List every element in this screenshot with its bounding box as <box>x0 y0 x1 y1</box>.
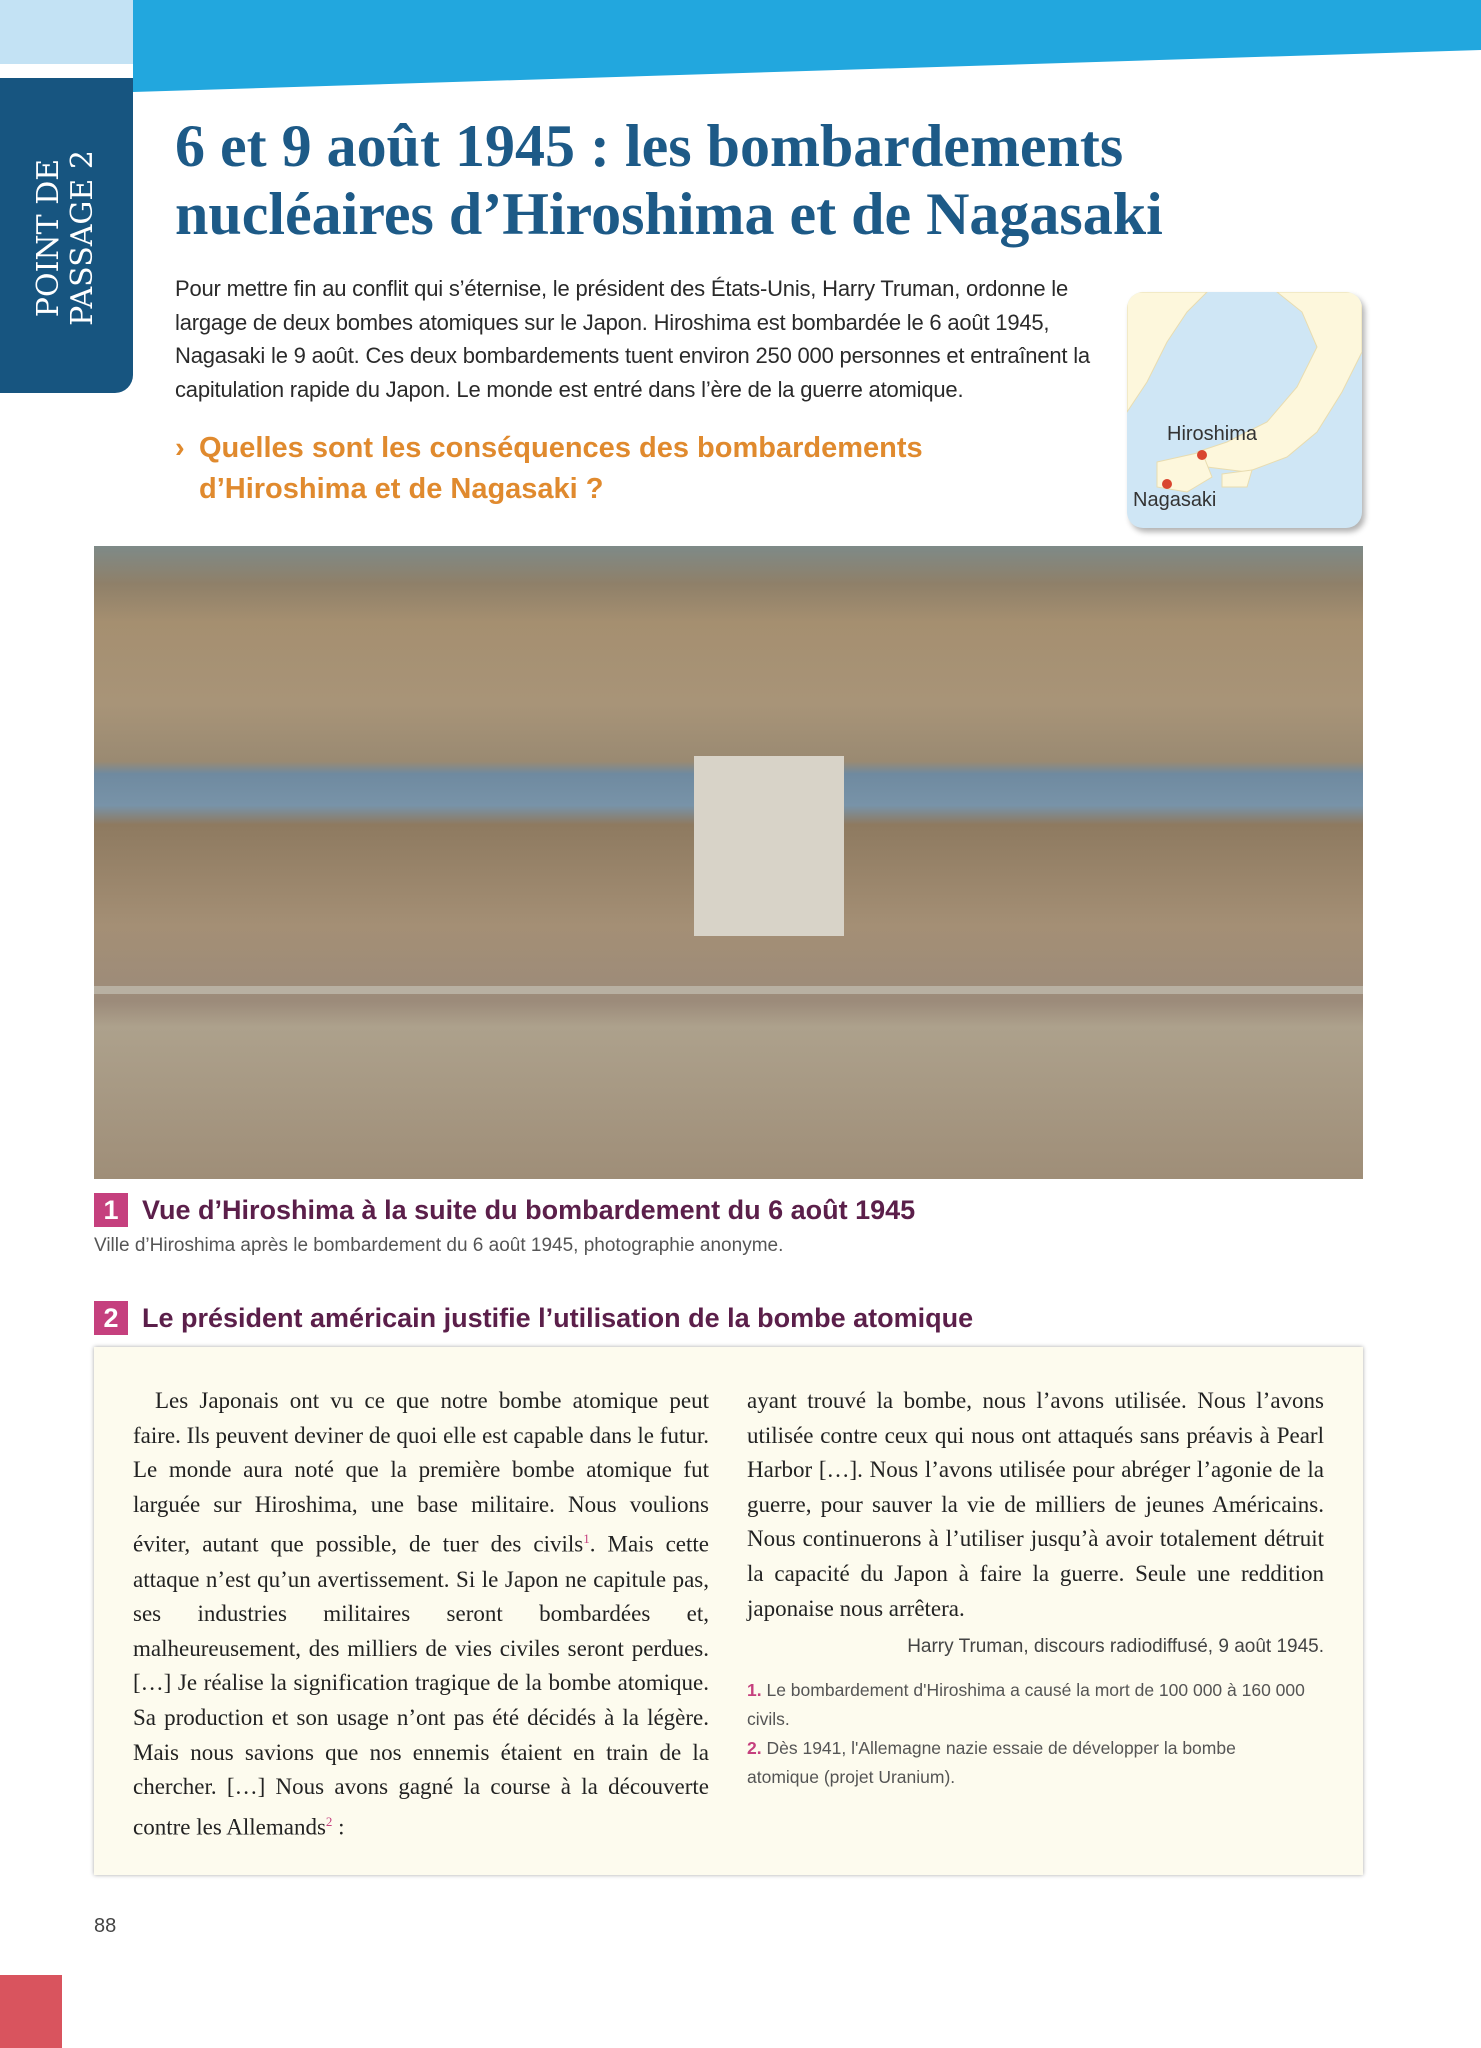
map-label-nagasaki: Nagasaki <box>1133 489 1217 511</box>
quote-right-column: ayant trouvé la bombe, nous l’avons utilisée. Nous l’avons utilisée contre ceux qui nous ont attaqués sans préavis à Pearl Harbor […]. Nous l’avons utilisée pour abréger l’agonie de la guerre, pour sauver la vie de milliers de jeunes Américains. Nous continuerons à l’utiliser jusqu’à avoir totalement détruit la capacité du Japon à faire la guerre. Seule une reddition japonaise nous arrêtera. <box>747 1388 1324 1621</box>
footnote-ref-1: 1 <box>583 1531 590 1547</box>
footnote: 1. Le bombardement d'Hiroshima a causé la mort de 100 000 à 160 000 civils. <box>747 1680 1305 1730</box>
doc2-title-text: Le président américain justifie l’utilisation de la bombe atomique <box>142 1302 974 1333</box>
road <box>94 986 1363 994</box>
doc-number-badge: 1 <box>94 1193 128 1227</box>
footnotes <box>747 1676 1307 1792</box>
doc2-title <box>94 1301 1363 1335</box>
quote-left-column: Les Japonais ont vu ce que notre bombe atomique peut faire. Ils peuvent deviner de quoi elle est capable dans le futur. Le monde aura noté que la première bombe atomique fut larguée sur Hiroshima, une base militaire. Nous voulions éviter, autant que possible, de tuer des civils$^1$. Mais cette attaque n’est qu’un avertissement. Si le Japon ne capitule pas, ses industries militaires seront bombardées et, malheureusement, des milliers de vies civiles seront perdues. […] Je réalise la signification tragique de la bombe atomique. Sa production et son usage n’ont pas été décidés à la légère. Mais nous savions que nos ennemis étaient en train de la chercher. […] Nous avons gagné la course à la découverte contre les Allemands$^2$ : <box>133 1388 710 1840</box>
doc1-title <box>94 1193 1363 1227</box>
tab-line2: PASSAGE 2 <box>65 150 100 326</box>
section-tab-label <box>32 150 100 326</box>
intro-section <box>94 112 1363 510</box>
header-corner <box>0 0 133 64</box>
question-text: Quelles sont les conséquences des bombardements d’Hiroshima et de Nagasaki ? <box>199 432 923 505</box>
page-number: 88 <box>94 1915 117 1938</box>
page-corner-marker <box>0 1975 62 2048</box>
tab-line1: POINT DE <box>31 158 66 318</box>
page-title: 6 et 9 août 1945 : les bombardements nucléaires d’Hiroshima et de Nagasaki <box>175 113 1163 247</box>
intro-text: Pour mettre fin au conflit qui s’éternise, le président des États-Unis, Harry Truman, ordonne le largage de deux bombes atomiques sur le Japon. Hiroshima est bombardée le 6 août 1945, Nagasaki le 9 août. Ces deux bombardements tuent environ 250 000 personnes et entraînent la capitulation rapide du Japon. Le monde est entré dans l’ère de la guerre atomique. <box>175 276 1090 402</box>
doc-number-badge: 2 <box>94 1301 128 1335</box>
map-label-hiroshima: Hiroshima <box>1167 423 1258 445</box>
quote-right-area <box>747 1384 1324 1845</box>
ruined-building <box>694 756 844 936</box>
page-content <box>94 112 1363 1938</box>
header-band <box>133 0 1481 92</box>
doc1-title-text: Vue d’Hiroshima à la suite du bombardement du 6 août 1945 <box>142 1194 916 1225</box>
doc1-caption: Ville d’Hiroshima après le bombardement du 6 août 1945, photographie anonyme. <box>94 1235 784 1256</box>
footnote: 2. Dès 1941, l'Allemagne nazie essaie de développer la bombe atomique (projet Uranium). <box>747 1738 1236 1788</box>
chevron-right-icon: › <box>175 432 185 464</box>
quote-box <box>94 1347 1363 1875</box>
key-question <box>175 428 1035 510</box>
quote-source: Harry Truman, discours radiodiffusé, 9 août 1945. <box>907 1636 1324 1658</box>
hiroshima-photo <box>94 546 1363 1179</box>
footnote-ref-2: 2 <box>325 1813 333 1829</box>
